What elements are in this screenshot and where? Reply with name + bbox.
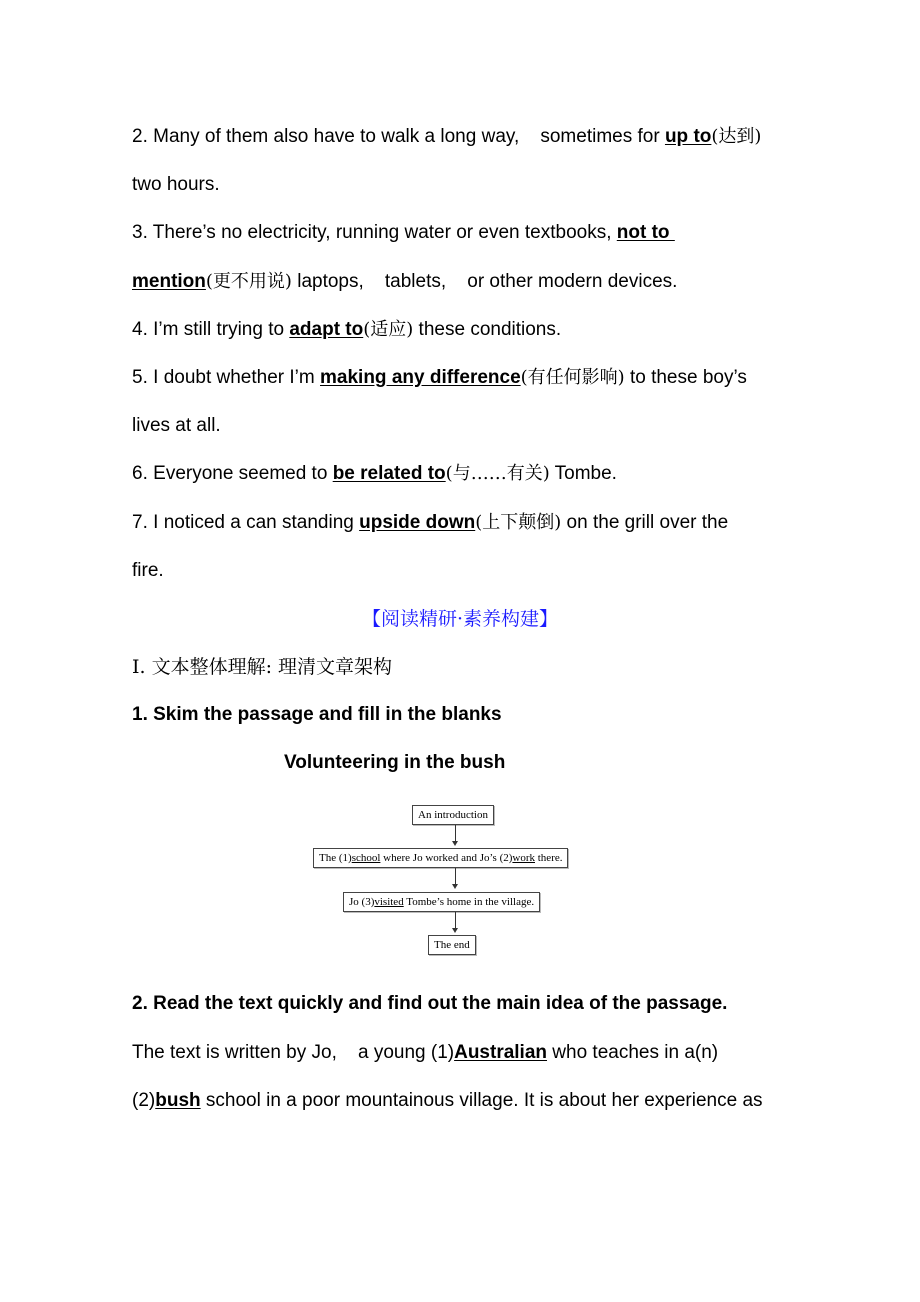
sentence-text: The text is written by Jo, a young (1) — [132, 1042, 455, 1063]
diagram-box-visit — [343, 892, 540, 912]
vocab-item-6 — [132, 462, 617, 486]
section-title: Ⅰ. 文本整体理解: 理清文章架构 — [132, 656, 393, 678]
chinese-gloss: (适应) — [363, 319, 414, 340]
sentence-text: Tombe. — [549, 463, 617, 484]
vocab-item-5 — [132, 366, 747, 390]
sentence-text: I’m still trying to — [153, 319, 290, 340]
arrow-down-icon — [455, 825, 456, 842]
main-idea-line-1 — [132, 1041, 718, 1065]
answer-australian: Australian — [454, 1042, 548, 1063]
main-idea-line-2 — [132, 1089, 763, 1113]
task1-title: 1. Skim the passage and fill in the blanks — [132, 704, 502, 725]
key-phrase: be related to — [332, 463, 446, 484]
item-number: 6. — [132, 463, 148, 484]
arrow-down-icon — [455, 912, 456, 929]
sentence-text: on the grill over the — [561, 512, 729, 533]
item-number: 4. — [132, 319, 148, 340]
diagram-box-introduction: An introduction — [412, 805, 494, 825]
chinese-gloss: (达到) — [711, 126, 762, 147]
vocab-item-2-cont: two hours. — [132, 174, 220, 195]
box-text: Jo (3) — [349, 896, 375, 908]
box-text: where Jo worked and Jo’s (2) — [380, 852, 513, 864]
sentence-text: laptops, tablets, or other modern devices. — [291, 271, 678, 292]
sentence-text: these conditions. — [413, 319, 562, 340]
item-number: 7. — [132, 512, 148, 533]
box-text: The (1) — [319, 852, 352, 864]
key-phrase: mention — [132, 271, 206, 292]
item-number: 3. — [132, 222, 148, 243]
answer-work: work — [512, 852, 535, 864]
vocab-item-3-cont — [132, 270, 677, 294]
answer-school: school — [351, 852, 381, 864]
sentence-text: school in a poor mountainous village. It is about her experience as — [200, 1090, 763, 1111]
item-number: 2. — [132, 126, 148, 147]
key-phrase: upside down — [359, 512, 476, 533]
sentence-text: I doubt whether I’m — [153, 367, 321, 388]
sentence-text: who teaches in a(n) — [547, 1042, 719, 1063]
key-phrase: up to — [664, 126, 712, 147]
vocab-item-7-cont: fire. — [132, 560, 164, 581]
vocab-item-2 — [132, 125, 761, 149]
sentence-text: Many of them also have to walk a long way, sometimes for — [153, 126, 665, 147]
vocab-item-7 — [132, 511, 728, 535]
diagram-box-end: The end — [428, 935, 476, 955]
key-phrase: making any difference — [320, 367, 521, 388]
diagram-box-school — [313, 848, 568, 868]
sentence-text: I noticed a can standing — [153, 512, 360, 533]
vocab-item-5-cont: lives at all. — [132, 415, 221, 436]
chinese-gloss: (与……有关) — [445, 463, 550, 484]
chinese-gloss: (更不用说) — [205, 271, 292, 292]
item-number: 5. — [132, 367, 148, 388]
diagram-title: Volunteering in the bush — [284, 752, 506, 773]
task2-title: 2. Read the text quickly and find out the main idea of the passage. — [132, 993, 728, 1014]
key-phrase: not to — [616, 222, 675, 243]
structure-diagram — [310, 800, 610, 960]
arrow-down-icon — [455, 868, 456, 885]
vocab-item-4 — [132, 318, 561, 342]
sentence-text: to these boy’s — [624, 367, 747, 388]
chinese-gloss: (有任何影响) — [520, 367, 625, 388]
answer-bush: bush — [155, 1090, 201, 1111]
chinese-gloss: (上下颠倒) — [475, 512, 562, 533]
sentence-text: There’s no electricity, running water or even textbooks, — [152, 222, 617, 243]
box-text: there. — [535, 852, 563, 864]
vocab-item-3 — [132, 221, 675, 245]
box-text: Tombe’s home in the village. — [403, 896, 535, 908]
key-phrase: adapt to — [289, 319, 364, 340]
section-banner: 【阅读精研·素养构建】 — [361, 608, 559, 630]
answer-visited: visited — [374, 896, 404, 908]
sentence-text: (2) — [132, 1090, 156, 1111]
sentence-text: Everyone seemed to — [153, 463, 333, 484]
